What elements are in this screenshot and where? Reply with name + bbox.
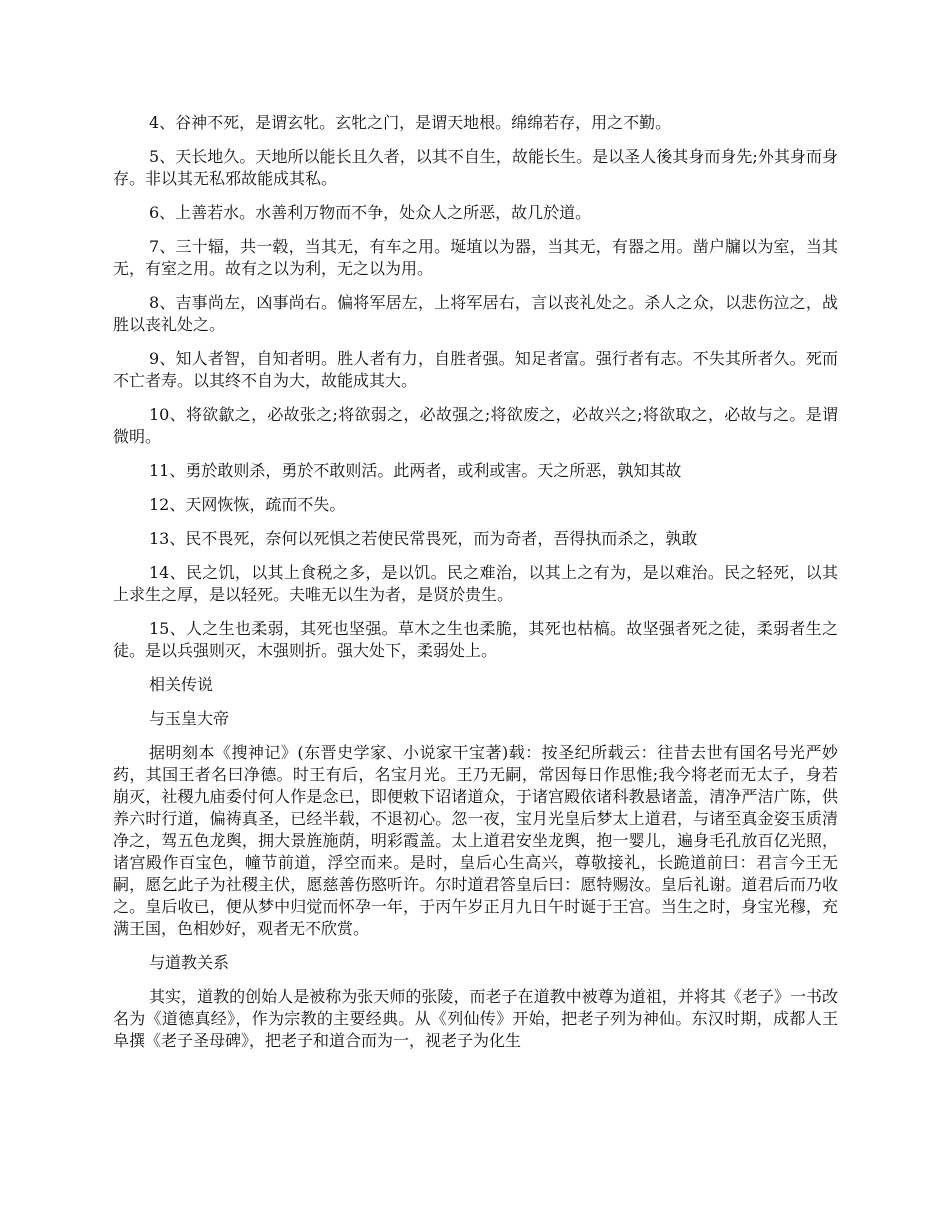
- heading-jade-emperor: 与玉皇大帝: [149, 709, 230, 728]
- paragraph-9: 9、知人者智，自知者明。胜人者有力，自胜者强。知足者富。强行者有志。不失其所者久。死而不亡者寿。以其终不自为大，故能成其大。: [113, 349, 838, 390]
- heading-related-legends: 相关传说: [149, 675, 214, 694]
- paragraph-10: 10、将欲歙之，必故张之;将欲弱之，必故强之;将欲废之，必故兴之;将欲取之，必故与之。是谓微明。: [113, 405, 838, 446]
- jade-emperor-paragraph: 据明刻本《搜神记》(东晋史学家、小说家干宝著)载：按圣纪所载云：往昔去世有国名号光严妙药，其国王者名曰净德。时王有后，名宝月光。王乃无嗣，常因每日作思惟;我今将老而无太子，身若崩灭，社稷九庙委付何人作是念已，即便敕下诏诸道众，于诸宫殿依诸科教悬诸盖，清净严洁广陈，供养六时行道，偏祷真圣，已经半载，不退初心。忽一夜，宝月光皇后梦太上道君，与诸至真金姿玉质清净之，驾五色龙舆，拥大景旌施荫，明彩霞盖。太上道君安坐龙舆，抱一婴儿，遍身毛孔放百亿光照，诸宫殿作百宝色，幢节前道，浮空而来。是时，皇后心生高兴，尊敬接礼，长跪道前曰：君言今王无嗣，愿乞此子为社稷主伏，愿慈善伤愍听许。尔时道君答皇后曰：愿特赐汝。皇后礼谢。道君后而乃收之。皇后收已，便从梦中归觉而怀孕一年，于丙午岁正月九日午时诞于王宫。当生之时，身宝光穆，充满王国，色相妙好，观者无不欣赏。: [113, 743, 838, 938]
- paragraph-13: 13、民不畏死，奈何以死惧之若使民常畏死，而为奇者，吾得执而杀之，孰敢: [149, 529, 698, 548]
- paragraph-5: 5、天长地久。天地所以能长且久者，以其不自生，故能长生。是以圣人後其身而身先;外其身而身存。非以其无私邪故能成其私。: [113, 147, 838, 188]
- paragraph-11: 11、勇於敢则杀，勇於不敢则活。此两者，或利或害。天之所恶，孰知其故: [149, 461, 682, 480]
- paragraph-7: 7、三十辐，共一毂，当其无，有车之用。埏埴以为器，当其无，有器之用。凿户牖以为室，当其无，有室之用。故有之以为利，无之以为用。: [113, 237, 838, 278]
- paragraph-8: 8、吉事尚左，凶事尚右。偏将军居左，上将军居右，言以丧礼处之。杀人之众，以悲伤泣之，战胜以丧礼处之。: [113, 293, 838, 334]
- paragraph-15: 15、人之生也柔弱，其死也坚强。草木之生也柔脆，其死也枯槁。故坚强者死之徒，柔弱者生之徒。是以兵强则灭，木强则折。强大处下，柔弱处上。: [113, 619, 838, 660]
- document-page: [113, 112, 838, 1064]
- paragraph-14: 14、民之饥，以其上食税之多，是以饥。民之难治，以其上之有为，是以难治。民之轻死，以其上求生之厚，是以轻死。夫唯无以生为者，是贤於贵生。: [113, 563, 838, 604]
- heading-taoism: 与道教关系: [149, 953, 230, 972]
- taoism-paragraph: 其实，道教的创始人是被称为张天师的张陵，而老子在道教中被尊为道祖，并将其《老子》一书改名为《道德真经》，作为宗教的主要经典。从《列仙传》开始，把老子列为神仙。东汉时期，成都人王阜撰《老子圣母碑》，把老子和道合而为一，视老子为化生: [113, 987, 838, 1050]
- paragraph-12: 12、天网恢恢，疏而不失。: [149, 495, 346, 514]
- paragraph-6: 6、上善若水。水善利万物而不争，处众人之所恶，故几於道。: [149, 203, 592, 222]
- paragraph-4: 4、谷神不死，是谓玄牝。玄牝之门，是谓天地根。绵绵若存，用之不勤。: [149, 113, 672, 132]
